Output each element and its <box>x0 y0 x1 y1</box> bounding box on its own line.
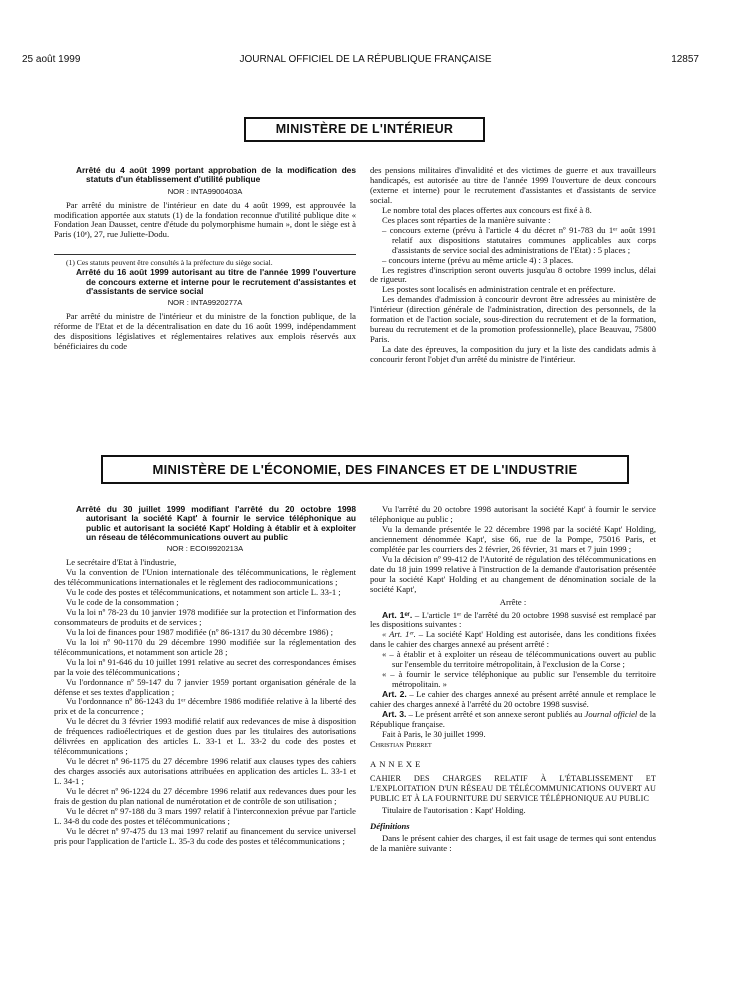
quote-label: « Art. 1ᵉʳ. <box>382 629 416 640</box>
ministry-title-economie: MINISTÈRE DE L'ÉCONOMIE, DES FINANCES ET DE L'INDUSTRIE <box>101 455 629 484</box>
paragraph: Les demandes d'admission à concourir devront être adressées au ministère de l'intérieur (direction générale de l'administration, direction des personnels, de la formation et de l'action sociale, sous-direction du recrutement et de la formation, bureau du recrutement et de la promotion professionnelle), place Beauvau, 75800 Paris. <box>370 294 656 345</box>
footnote: (1) Ces statuts peuvent être consultés à la préfecture du siège social. <box>66 258 273 268</box>
article-title: Arrêté du 16 août 1999 autorisant au titre de l'année 1999 l'ouverture de concours externe et interne pour le recrutement d'assistantes et d'assistants de service social <box>76 267 356 296</box>
visa: Vu le décret nº 96-1224 du 27 décembre 1996 relatif aux redevances dues pour les frais de gestion du plan national de numérotation et de contrôle de son utilisation ; <box>54 786 356 807</box>
visa: Vu le décret nº 97-188 du 3 mars 1997 relatif à l'interconnexion prévue par l'article L. 34-8 du code des postes et télécommunications ; <box>54 805 356 826</box>
issue-date: 25 août 1999 <box>22 54 81 65</box>
ministry-title-interieur: MINISTÈRE DE L'INTÉRIEUR <box>244 117 485 142</box>
article-text: – L'article 1ᵉʳ de l'arrêté du 20 octobre 1998 susvisé est remplacé par les dispositions suivantes : <box>370 609 656 630</box>
article-title: Arrêté du 4 août 1999 portant approbation de la modification des statuts d'un établissement d'utilité publique <box>76 165 356 185</box>
paragraph: Par arrêté du ministre de l'intérieur et du ministre de la fonction publique, de la réforme de l'Etat et de la décentralisation en date du 16 août 1999, indépendamment des dispositions législatives et réglementaires relatives aux emplois réservés aux bénéficiaires du code <box>54 311 356 352</box>
visa: Vu le décret du 3 février 1993 modifié relatif aux redevances de mise à disposition de fréquences radioélectriques et de gestion dues par les titulaires des autorisations délivrées en application des articles L. 33-1 et L. 33-2 du code des postes et télécommunications ; <box>54 716 356 757</box>
page-number: 12857 <box>671 54 699 65</box>
list-item: – concours externe (prévu à l'article 4 du décret nº 91-783 du 1ᵉʳ août 1991 relatif aux dispositions statutaires communes applicables aux corps d'assistants de service social des administrations de l'Etat) : 5 places ; <box>382 224 656 255</box>
paragraph: Le nombre total des places offertes aux concours est fixé à 8. <box>382 204 592 215</box>
quote-text: – La société Kapt' Holding est autorisée, dans les conditions fixées dans le cahier des charges annexé au présent arrêté : <box>370 629 656 650</box>
footnote-rule <box>54 254 356 255</box>
nor-reference: NOR : ECOI9920213A <box>166 544 244 554</box>
visa: Vu la demande présentée le 22 décembre 1998 par la société Kapt' Holding, anciennement dénommée Kapt', sise 66, rue de la Pompe, 75016 Paris, et complétée par les courriers des 2 février, 26 février, 31 mars et 7 juin 1999 ; <box>370 523 656 554</box>
visa: Vu la loi de finances pour 1987 modifiée (nº 86-1317 du 30 décembre 1986) ; <box>66 626 334 637</box>
article-label: Art. 2. <box>382 689 407 700</box>
paragraph: Titulaire de l'autorisation : Kapt' Holding. <box>382 804 526 815</box>
article-title: Arrêté du 30 juillet 1999 modifiant l'arrêté du 20 octobre 1998 autorisant la société Kapt' à fournir le service téléphonique au public et autorisant la société Kapt' Holding à établir et à exploiter un réseau de télécommunications ouvert au public <box>76 504 356 542</box>
article-text: de la République française. <box>370 709 656 730</box>
signature: Christian Pierret <box>370 738 432 749</box>
nor-reference: NOR : INTA9920277A <box>167 298 243 308</box>
definitions-heading: Définitions <box>370 820 410 831</box>
list-item: – concours interne (prévu au même article 4) : 3 places. <box>382 254 574 265</box>
journal-title: JOURNAL OFFICIEL DE LA RÉPUBLIQUE FRANÇAISE <box>239 54 492 65</box>
visa: Vu l'ordonnance nº 59-147 du 7 janvier 1959 portant organisation générale de la défense et ses textes d'application ; <box>54 676 356 697</box>
article-2 <box>370 690 656 710</box>
paragraph: des pensions militaires d'invalidité et des victimes de guerre et aux travailleurs handicapés, est autorisée au titre de l'année 1999 l'ouverture de deux concours (externe et interne) pour le recrutement d'assistantes et d'assistants de service social. <box>370 165 656 205</box>
visa: Vu l'arrêté du 20 octobre 1998 autorisant la société Kapt' à fournir le service téléphonique au public ; <box>370 504 656 524</box>
s2-right-column <box>370 505 656 854</box>
s1-right-column <box>370 166 656 365</box>
visa: Vu la décision nº 99-412 de l'Autorité de régulation des télécommunications en date du 18 juin 1999 relative à l'instruction de la demande d'autorisation présentée pour la société Kapt' Holding et au changement de dénomination sociale de la société Kapt', <box>370 553 656 594</box>
article-label: Art. 3. <box>382 709 407 720</box>
article-3 <box>370 710 656 730</box>
visa: Vu la convention de l'Union internationale des télécommunications, le règlement des télécommunications internationales et le règlement des radiocommunications ; <box>54 567 356 588</box>
paragraph: Les postes sont localisés en administration centrale et en préfecture. <box>382 284 616 295</box>
visa: Vu le code de la consommation ; <box>66 596 179 607</box>
article-1 <box>370 611 656 631</box>
paragraph: La date des épreuves, la composition du jury et la liste des candidats admis à concourir feront l'objet d'un arrêté du ministre de l'intérieur. <box>370 344 656 365</box>
article-label: Art. 1ᵉʳ. <box>382 609 413 620</box>
s1-left-column <box>54 166 356 352</box>
visa: Vu la loi nº 78-23 du 10 janvier 1978 modifiée sur la protection et l'information des consommateurs de produits et de services ; <box>54 606 356 627</box>
page-header <box>22 54 709 68</box>
visa: Vu le décret nº 97-475 du 13 mai 1997 relatif au financement du service universel pris pour l'application de l'article L. 35-3 du code des postes et télécommunications ; <box>54 825 356 846</box>
visa: Vu le décret nº 96-1175 du 27 décembre 1996 relatif aux clauses types des cahiers des charges associés aux autorisations attribuées en application des articles L. 33-1 et L. 34-1 ; <box>54 756 356 787</box>
paragraph: Les registres d'inscription seront ouverts jusqu'au 8 octobre 1999 inclus, délai de rigueur. <box>370 264 656 285</box>
annexe-heading: ANNEXE <box>370 758 424 769</box>
journal-reference: Journal officiel <box>584 709 638 720</box>
paragraph: Le secrétaire d'Etat à l'industrie, <box>66 557 177 568</box>
article-text: – Le cahier des charges annexé au présent arrêté annule et remplace le cahier des charges annexé à l'arrêté du 20 octobre 1998 susvisé. <box>370 689 656 710</box>
paragraph: Dans le présent cahier des charges, il est fait usage de termes qui sont entendus de la manière suivante : <box>370 832 656 853</box>
list-item: « – à fournir le service téléphonique au public sur l'ensemble du territoire métropolitain. » <box>382 669 656 690</box>
arrete-label: Arrête : <box>499 596 527 607</box>
s2-left-column <box>54 505 356 847</box>
visa: Vu la loi nº 91-646 du 10 juillet 1991 relative au secret des correspondances émises par la voie des télécommunications ; <box>54 656 356 677</box>
list-item: « – à établir et à exploiter un réseau de télécommunications ouvert au public sur l'ensemble du territoire métropolitain, à l'exclusion de la Corse ; <box>382 649 656 670</box>
visa: Vu la loi nº 90-1170 du 29 décembre 1990 modifiée sur la réglementation des télécommunications, et notamment son article 28 ; <box>54 636 356 657</box>
visa: Vu l'ordonnance nº 86-1243 du 1ᵉʳ décembre 1986 modifiée relative à la liberté des prix et de la concurrence ; <box>54 696 356 717</box>
article-text: – Le présent arrêté et son annexe seront publiés au <box>408 709 583 720</box>
paragraph: Par arrêté du ministre de l'intérieur en date du 4 août 1999, est approuvée la modification apportée aux statuts (1) de la fondation reconnue d'utilité publique dite « Fondation Jean Dausset, centre d'étude du polymorphisme humain », dont le siège est à Paris (10ᵉ), 27, rue Juliette-Dodu. <box>54 199 356 240</box>
nor-reference: NOR : INTA9900403A <box>167 186 243 196</box>
paragraph: Ces places sont réparties de la manière suivante : <box>382 214 551 225</box>
article-1-quote <box>370 630 656 650</box>
fait-a-paris: Fait à Paris, le 30 juillet 1999. <box>382 728 486 739</box>
visa: Vu le code des postes et télécommunications, et notamment son article L. 33-1 ; <box>66 587 341 597</box>
cahier-title: CAHIER DES CHARGES RELATIF À L'ÉTABLISSEMENT ET L'EXPLOITATION D'UN RÉSEAU DE TÉLÉCOMMUNICATIONS OUVERT AU PUBLIC ET À LA FOURNITURE DU SERVICE TÉLÉPHONIQUE AU PUBLIC <box>370 773 656 803</box>
